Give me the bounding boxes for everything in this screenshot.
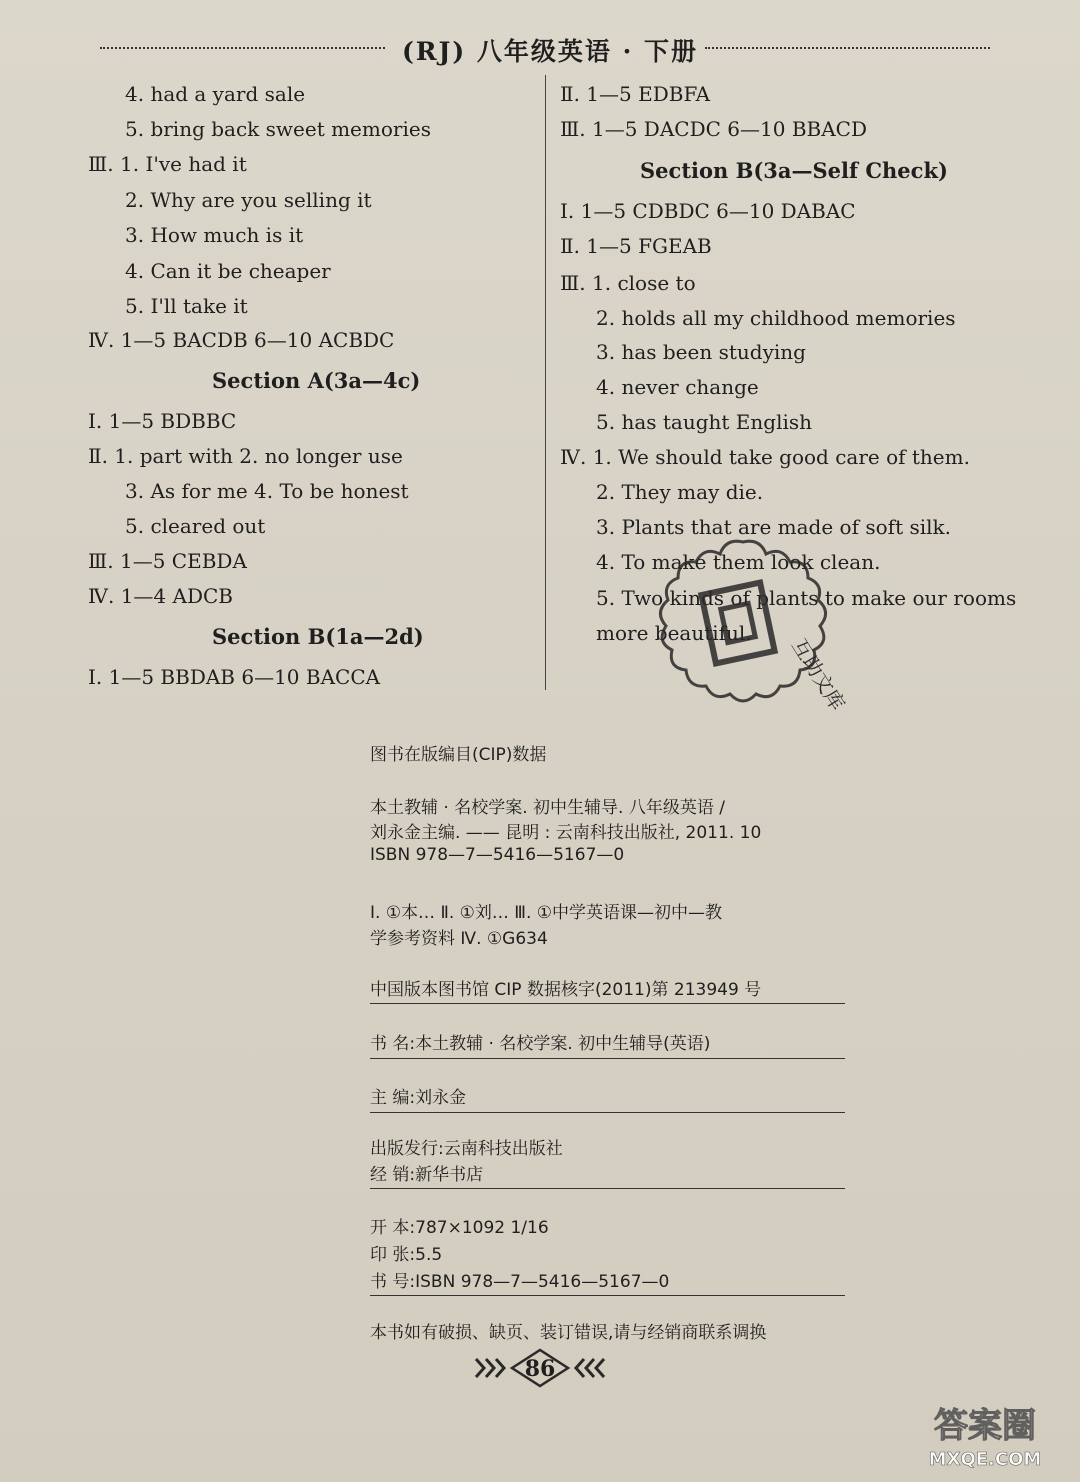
book-info-publisher: 出版发行:云南科技出版社 xyxy=(370,1139,563,1159)
library-stamp-icon xyxy=(648,530,850,720)
answer-line: more beautiful. xyxy=(596,621,752,645)
cip-heading: 图书在版编目(CIP)数据 xyxy=(370,745,547,765)
answer-line: 5. I'll take it xyxy=(125,294,248,318)
divider xyxy=(370,1295,845,1296)
watermark-url: MXQE.COM xyxy=(928,1449,1042,1470)
answer-line: 4. Can it be cheaper xyxy=(125,259,331,283)
book-info-notice: 本书如有破损、缺页、装订错误,请与经销商联系调换 xyxy=(370,1323,767,1343)
cip-line: 中国版本图书馆 CIP 数据核字(2011)第 213949 号 xyxy=(370,980,762,1000)
header-title: (RJ) 八年级英语 · 下册 xyxy=(401,37,699,66)
book-info-isbn: 书 号:ISBN 978—7—5416—5167—0 xyxy=(370,1272,670,1292)
answer-line: 4. never change xyxy=(596,375,759,399)
stamp-side-text: 互助文库 xyxy=(786,634,850,715)
answer-line: Ⅱ. 1—5 EDBFA xyxy=(560,82,711,106)
answer-line: 4. To make them look clean. xyxy=(596,550,881,574)
answer-line: Ⅱ. 1. part with 2. no longer use xyxy=(88,444,403,468)
answer-line: 5. Two kinds of plants to make our rooms xyxy=(596,586,1017,610)
page-number-badge xyxy=(470,1345,610,1391)
divider xyxy=(370,1003,845,1004)
cip-line: ISBN 978—7—5416—5167—0 xyxy=(370,845,625,865)
answer-line: 4. had a yard sale xyxy=(125,82,306,106)
answer-line: Ⅲ. 1—5 CEBDA xyxy=(88,549,247,573)
answer-line: Ⅲ. 1. I've had it xyxy=(88,152,247,176)
answer-line: 5. bring back sweet memories xyxy=(125,117,431,141)
answer-line: 5. has taught English xyxy=(596,410,813,434)
cip-line: 本土教辅 · 名校学案. 初中生辅导. 八年级英语 / xyxy=(370,798,725,818)
watermark-logo-icon xyxy=(900,1395,1070,1475)
book-info-sheets: 印 张:5.5 xyxy=(370,1245,443,1265)
section-heading: Section B(1a—2d) xyxy=(212,624,424,649)
header-rule-left xyxy=(100,47,385,49)
book-info-editor: 主 编:刘永金 xyxy=(370,1088,467,1108)
answer-line: 3. As for me 4. To be honest xyxy=(125,479,409,503)
watermark-text: 答案圈 xyxy=(934,1406,1036,1446)
header-rule-right xyxy=(705,47,990,49)
section-heading: Section B(3a—Self Check) xyxy=(640,158,948,183)
answer-line: 2. They may die. xyxy=(596,480,764,504)
cip-line: Ⅰ. ①本… Ⅱ. ①刘… Ⅲ. ①中学英语课—初中—教 xyxy=(370,903,723,923)
book-info-distributor: 经 销:新华书店 xyxy=(370,1165,484,1185)
cip-line: 学参考资料 Ⅳ. ①G634 xyxy=(370,929,548,949)
answer-line: 3. has been studying xyxy=(596,340,806,364)
answer-line: Ⅰ. 1—5 BBDAB 6—10 BACCA xyxy=(88,665,381,689)
column-divider xyxy=(545,75,546,690)
divider xyxy=(370,1188,845,1189)
answer-line: 2. holds all my childhood memories xyxy=(596,306,956,330)
answer-line: Ⅳ. 1—4 ADCB xyxy=(88,584,233,608)
answer-line: Ⅲ. 1—5 DACDC 6—10 BBACD xyxy=(560,117,867,141)
answer-line: Ⅲ. 1. close to xyxy=(560,271,696,295)
divider xyxy=(370,1112,845,1113)
answer-line: Ⅰ. 1—5 BDBBC xyxy=(88,409,237,433)
answer-line: Ⅱ. 1—5 FGEAB xyxy=(560,234,712,258)
answer-line: 3. How much is it xyxy=(125,223,304,247)
section-heading: Section A(3a—4c) xyxy=(212,368,421,393)
page-header xyxy=(100,30,990,66)
answer-line: 2. Why are you selling it xyxy=(125,188,372,212)
book-info-title: 书 名:本土教辅 · 名校学案. 初中生辅导(英语) xyxy=(370,1034,711,1054)
cip-line: 刘永金主编. —— 昆明 : 云南科技出版社, 2011. 10 xyxy=(370,823,762,843)
divider xyxy=(370,1058,845,1059)
answer-line: 5. cleared out xyxy=(125,514,266,538)
page-number: 86 xyxy=(524,1356,556,1382)
book-info-format: 开 本:787×1092 1/16 xyxy=(370,1218,549,1238)
answer-line: Ⅰ. 1—5 CDBDC 6—10 DABAC xyxy=(560,199,856,223)
answer-line: Ⅳ. 1. We should take good care of them. xyxy=(560,445,970,469)
answer-line: 3. Plants that are made of soft silk. xyxy=(596,515,951,539)
answer-line: Ⅳ. 1—5 BACDB 6—10 ACBDC xyxy=(88,328,395,352)
